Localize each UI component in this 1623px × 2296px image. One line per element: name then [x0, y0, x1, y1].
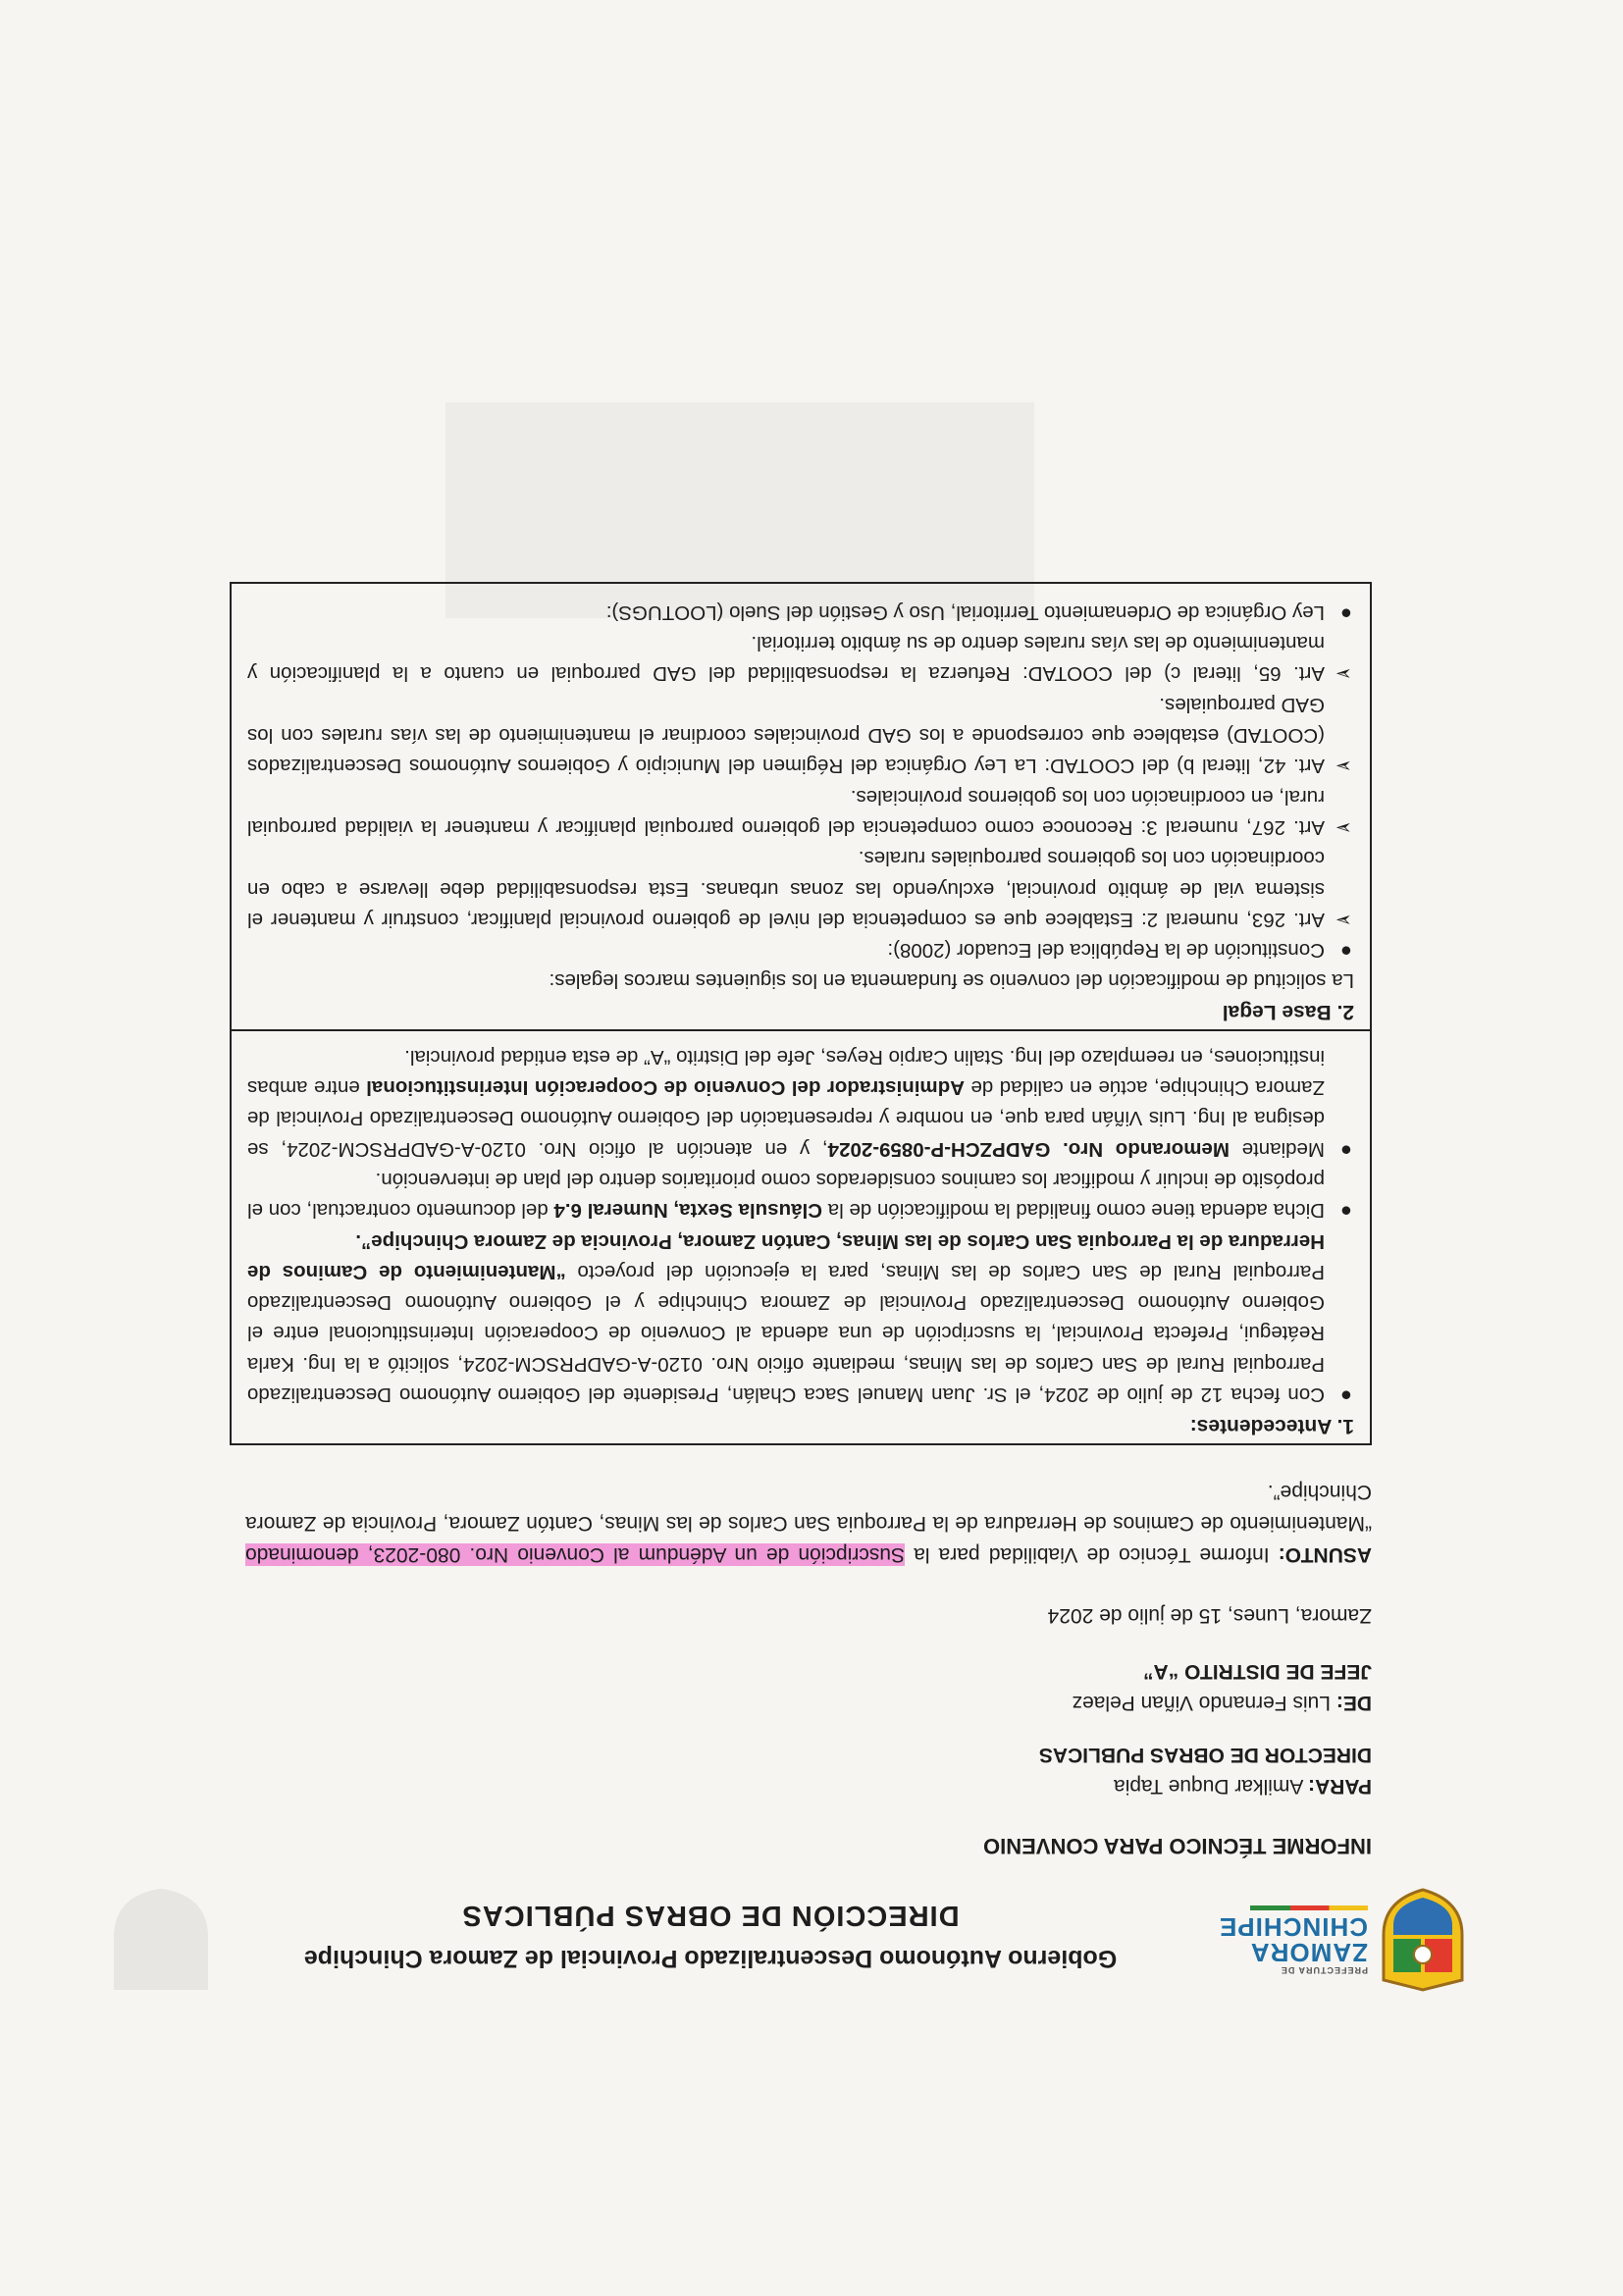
- logo-word-zamora: ZAMORA: [1249, 1938, 1368, 1967]
- legal-article-item: ➢ Art. 267, numeral 3: Reconoce como competencia del gobierno parroquial planificar y mantener la vialidad parroquial rural, en coordinación con los gobiernos provinciales.: [247, 781, 1354, 843]
- asunto-text-end: “Mantenimiento de Caminos de Herradura de la Parroquia San Carlos de las Minas, Cantón Zamora, Provincia de Zamora Chinchipe”.: [245, 1481, 1372, 1535]
- base-legal-intro: La solicitud de modificación del convenio se fundamenta en los siguientes marcos legales:: [549, 969, 1354, 993]
- antecedentes-section: [232, 1031, 1370, 1443]
- report-title: INFORME TÉCNICO PARA CONVENIO: [982, 1834, 1372, 1858]
- bullet-icon: ●: [1339, 1200, 1352, 1223]
- coat-of-arms-icon: [1378, 1886, 1468, 1994]
- antecedentes-item: ● Dicha adenda tiene como finalidad la modificación de la Cláusula Sexta, Numeral 6.4 del documento contractual, con el propósito de incluir y modificar los caminos considerados como prioritarios dentro del plan de intervención.: [247, 1165, 1354, 1226]
- logo-caption: PREFECTURA DE: [1280, 1965, 1368, 1975]
- bullet-icon: ●: [1339, 940, 1352, 963]
- arrow-bullet-icon: ➢: [1335, 755, 1352, 778]
- arrow-bullet-icon: ➢: [1335, 662, 1352, 686]
- para-label: PARA:: [1308, 1775, 1372, 1798]
- legal-article-item: ➢ Art. 263, numeral 2: Establece que es competencia del nivel de gobierno provincial planificar, construir y mantener el sistema vial de ámbito provincial, excluyendo las zonas urbanas. Esta responsabilidad debe llevarse a cabo en coordinación con los gobiernos parroquiales rurales.: [247, 843, 1354, 935]
- asunto-highlighted-text: Suscripción de un Adéndum al Convenio Nro. 080-2023, denominado: [245, 1543, 905, 1566]
- de-role: JEFE DE DISTRITO “A”: [1143, 1660, 1372, 1683]
- de-line: [1073, 1691, 1372, 1714]
- de-name: Luis Fernando Viñan Pelaez: [1072, 1692, 1331, 1714]
- asunto-paragraph: [245, 1476, 1372, 1570]
- bullet-icon: ●: [1339, 601, 1352, 624]
- antecedentes-item: ● Mediante Memorando Nro. GADPZCH-P-0859-2024, y en atención al oficio Nro. 0120-A-GADPRSCM-2024, se designa al Ing. Luis Viñán para que, en nombre y representación del Gobierno Autónomo Descentralizado Provincial de Zamora Chinchipe, actúe en calidad de Administrador del Convenio de Cooperación Interinstitucional entre ambas instituciones, en reemplazo del Ing. Stalin Carpio Reyes, Jefe del Distrito “A” de esta entidad provincial.: [247, 1041, 1354, 1164]
- para-line: [1114, 1774, 1372, 1798]
- para-name: Amilkar Duque Tapia: [1113, 1775, 1304, 1798]
- bullet-icon: ●: [1339, 1384, 1352, 1406]
- arrow-bullet-icon: ➢: [1335, 908, 1352, 931]
- organization-title: Gobierno Autónomo Descentralizado Provincial de Zamora Chinchipe: [303, 1945, 1118, 1972]
- base-legal-section: [232, 584, 1370, 1032]
- memo-date: Zamora, Lunes, 15 de julio de 2024: [1047, 1604, 1372, 1627]
- legal-article-item: ➢ Art. 65, literal c) del COOTAD: Refuerza la responsabilidad del GAD parroquial en cuanto a la planificación y mantenimiento de las vías rurales dentro de su ámbito territorial.: [247, 628, 1354, 690]
- legal-source-item: ● Ley Orgánica de Ordenamiento Territorial, Uso y Gestión del Suelo (LOOTUGS):: [247, 598, 1354, 628]
- para-role: DIRECTOR DE OBRAS PUBLICAS: [1038, 1744, 1372, 1766]
- bullet-icon: ●: [1339, 1138, 1352, 1161]
- legal-article-item: ➢ Art. 42, literal b) del COOTAD: La Ley Orgánica del Régimen del Municipio y Gobiernos Autónomos Descentralizados (COOTAD) establece que corresponde a los GAD provinciales coordinar el mantenimiento de las vías rurales con los GAD parroquiales.: [247, 689, 1354, 781]
- asunto-label: ASUNTO:: [1278, 1543, 1372, 1566]
- de-label: DE:: [1335, 1692, 1372, 1714]
- antecedentes-heading: 1. Antecedentes:: [1189, 1415, 1354, 1437]
- asunto-text-start: Informe Técnico de Viabilidad para la: [905, 1543, 1270, 1566]
- legal-source-item: ● Constitución de la República del Ecuador (2008):: [247, 935, 1354, 965]
- base-legal-heading: 2. Base Legal: [1222, 1001, 1354, 1024]
- arrow-bullet-icon: ➢: [1335, 815, 1352, 839]
- report-content-box: [230, 582, 1372, 1445]
- department-title: DIRECCIÓN DE OBRAS PÚBLICAS: [461, 1900, 960, 1931]
- logo-word-chinchipe: CHINCHIPE: [1218, 1912, 1368, 1942]
- antecedentes-item: ● Con fecha 12 de julio de 2024, el Sr. Juan Manuel Saca Chalán, Presidente del Gobierno Autónomo Descentralizado Parroquial Rural de San Carlos de las Minas, mediante oficio Nro. 0120-A-GADPRSCM-2024, solicitó a la Ing. Karla Reátegui, Prefecta Provincial, la suscripción de una adenda al Convenio de Cooperación Interinstitucional entre el Gobierno Autónomo Descentralizado Provincial de Zamora Chinchipe y el Gobierno Autónomo Descentralizado Parroquial Rural de San Carlos de las Minas, para la ejecución del proyecto “Mantenimiento de Caminos de Herradura de la Parroquia San Carlos de las Minas, Cantón Zamora, Provincia de Zamora Chinchipe”.: [247, 1226, 1354, 1410]
